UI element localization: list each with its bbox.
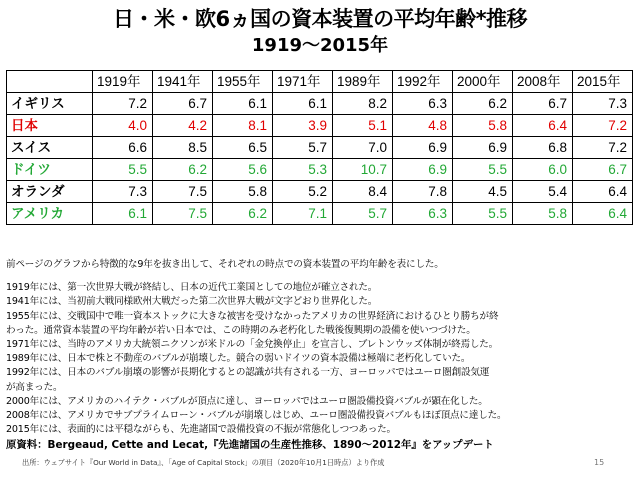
- value-cell: 8.2: [333, 93, 393, 115]
- table-row-japan: [7, 115, 633, 137]
- table-header-row: [7, 71, 633, 93]
- value-cell: 5.8: [513, 203, 573, 225]
- value-cell: 6.8: [513, 137, 573, 159]
- value-cell: 8.1: [213, 115, 273, 137]
- value-cell: 10.7: [333, 159, 393, 181]
- value-cell: 6.7: [513, 93, 573, 115]
- header-year-cell: 2008年: [513, 71, 573, 93]
- header-year-cell: 1941年: [153, 71, 213, 93]
- country-cell: 日本: [7, 115, 93, 137]
- header-year-cell: 2000年: [453, 71, 513, 93]
- value-cell: 7.5: [153, 203, 213, 225]
- value-cell: 7.5: [153, 181, 213, 203]
- value-cell: 5.5: [93, 159, 153, 181]
- body-line: 2008年には、アメリカでサブプライムローン・バブルが崩壊しはじめ、ユーロ圏設備投資バブルもほぼ頂点に達した。: [6, 410, 507, 422]
- value-cell: 7.2: [573, 137, 633, 159]
- value-cell: 7.2: [573, 115, 633, 137]
- page-number: 15: [594, 458, 605, 467]
- body-line: 1941年には、当初前大戦同様欧州大戦だった第二次世界大戦が文字どおり世界化した。: [6, 296, 378, 308]
- country-cell: スイス: [7, 137, 93, 159]
- value-cell: 5.8: [213, 181, 273, 203]
- paragraph-gap: [6, 272, 636, 281]
- header-year-cell: 1992年: [393, 71, 453, 93]
- body-line: 1989年には、日本で株と不動産のバブルが崩壊した。競合の弱いドイツの資本設備は極端に老朽化していた。: [6, 353, 471, 365]
- value-cell: 6.9: [393, 137, 453, 159]
- value-cell: 5.5: [453, 159, 513, 181]
- value-cell: 6.5: [213, 137, 273, 159]
- table-row-germany: [7, 159, 633, 181]
- slide-subtitle: 1919～2015年: [251, 35, 389, 56]
- value-cell: 5.3: [273, 159, 333, 181]
- header-corner-cell: [7, 71, 93, 93]
- country-cell: イギリス: [7, 93, 93, 115]
- value-cell: 5.7: [333, 203, 393, 225]
- body-line: が高まった。: [6, 381, 63, 393]
- value-cell: 5.7: [273, 137, 333, 159]
- body-line: 1955年には、交戦国中で唯一資本ストックに大きな被害を受けなかったアメリカの世界経済におけるひとり勝ちが終: [6, 310, 499, 322]
- body-line: 1992年には、日本のバブル崩壊の影響が長期化するとの認識が共有される一方、ヨーロッパではユーロ圏創設気運: [6, 367, 490, 379]
- value-cell: 7.2: [93, 93, 153, 115]
- body-line: わった。通常資本装置の平均年齢が若い日本では、この時期のみ老朽化した戦後復興期の設備を使いつづけた。: [6, 324, 476, 336]
- value-cell: 6.2: [453, 93, 513, 115]
- value-cell: 3.9: [273, 115, 333, 137]
- value-cell: 6.7: [153, 93, 213, 115]
- value-cell: 4.2: [153, 115, 213, 137]
- header-year-cell: 1971年: [273, 71, 333, 93]
- header-year-cell: 1989年: [333, 71, 393, 93]
- body-line: 1971年には、当時のアメリカ大統領ニクソンが米ドルの「金兌換停止」を宣言し、ブレトンウッズ体制が終焉した。: [6, 339, 499, 351]
- value-cell: 7.1: [273, 203, 333, 225]
- value-cell: 6.1: [213, 93, 273, 115]
- body-line: 1919年には、第一次世界大戦が終結し、日本の近代工業国としての地位が確立された。: [6, 282, 378, 294]
- value-cell: 6.9: [393, 159, 453, 181]
- value-cell: 8.5: [153, 137, 213, 159]
- table-row-switzerland: [7, 137, 633, 159]
- header-year-cell: 1955年: [213, 71, 273, 93]
- table-row-uk: [7, 93, 633, 115]
- country-cell: ドイツ: [7, 159, 93, 181]
- capital-age-table: [6, 70, 633, 225]
- value-cell: 4.0: [93, 115, 153, 137]
- value-cell: 6.7: [573, 159, 633, 181]
- value-cell: 5.1: [333, 115, 393, 137]
- value-cell: 7.8: [393, 181, 453, 203]
- header-year-cell: 2015年: [573, 71, 633, 93]
- value-cell: 5.5: [453, 203, 513, 225]
- value-cell: 6.3: [393, 203, 453, 225]
- value-cell: 6.2: [153, 159, 213, 181]
- source-note: 原資料：Bergeaud, Cette and Lecat,『先進諸国の生産性推移、1890～2012年』をアップデート: [6, 439, 494, 451]
- table-row-netherlands: [7, 181, 633, 203]
- table-row-usa: [7, 203, 633, 225]
- value-cell: 5.2: [273, 181, 333, 203]
- slide-title: 日・米・欧6ヵ国の資本装置の平均年齢*推移: [112, 7, 528, 31]
- value-cell: 6.1: [273, 93, 333, 115]
- value-cell: 7.3: [573, 93, 633, 115]
- value-cell: 6.6: [93, 137, 153, 159]
- value-cell: 6.0: [513, 159, 573, 181]
- value-cell: 6.2: [213, 203, 273, 225]
- body-line: 2015年には、表面的には平穏ながらも、先進諸国で設備投資の不振が常態化しつつあった。: [6, 424, 396, 436]
- value-cell: 5.4: [513, 181, 573, 203]
- value-cell: 6.3: [393, 93, 453, 115]
- value-cell: 7.0: [333, 137, 393, 159]
- header-year-cell: 1919年: [93, 71, 153, 93]
- value-cell: 7.3: [93, 181, 153, 203]
- value-cell: 6.4: [573, 203, 633, 225]
- footnote: 出所：ウェブサイト『Our World in Data』、「Age of Capital Stock」の項目（2020年10月1日時点）より作成: [22, 458, 385, 467]
- body-line: 2000年には、アメリカのハイテク・バブルが頂点に達し、ヨーロッパではユーロ圏設備投資バブルが顕在化した。: [6, 395, 488, 407]
- value-cell: 4.5: [453, 181, 513, 203]
- value-cell: 4.8: [393, 115, 453, 137]
- value-cell: 5.8: [453, 115, 513, 137]
- value-cell: 5.6: [213, 159, 273, 181]
- country-cell: オランダ: [7, 181, 93, 203]
- intro-paragraph: 前ページのグラフから特徴的な9年を抜き出して、それぞれの時点での資本装置の平均年齢を表にした。: [6, 259, 444, 270]
- body-text: [6, 258, 636, 437]
- country-cell: アメリカ: [7, 203, 93, 225]
- value-cell: 6.1: [93, 203, 153, 225]
- value-cell: 6.4: [513, 115, 573, 137]
- value-cell: 8.4: [333, 181, 393, 203]
- value-cell: 6.9: [453, 137, 513, 159]
- value-cell: 6.4: [573, 181, 633, 203]
